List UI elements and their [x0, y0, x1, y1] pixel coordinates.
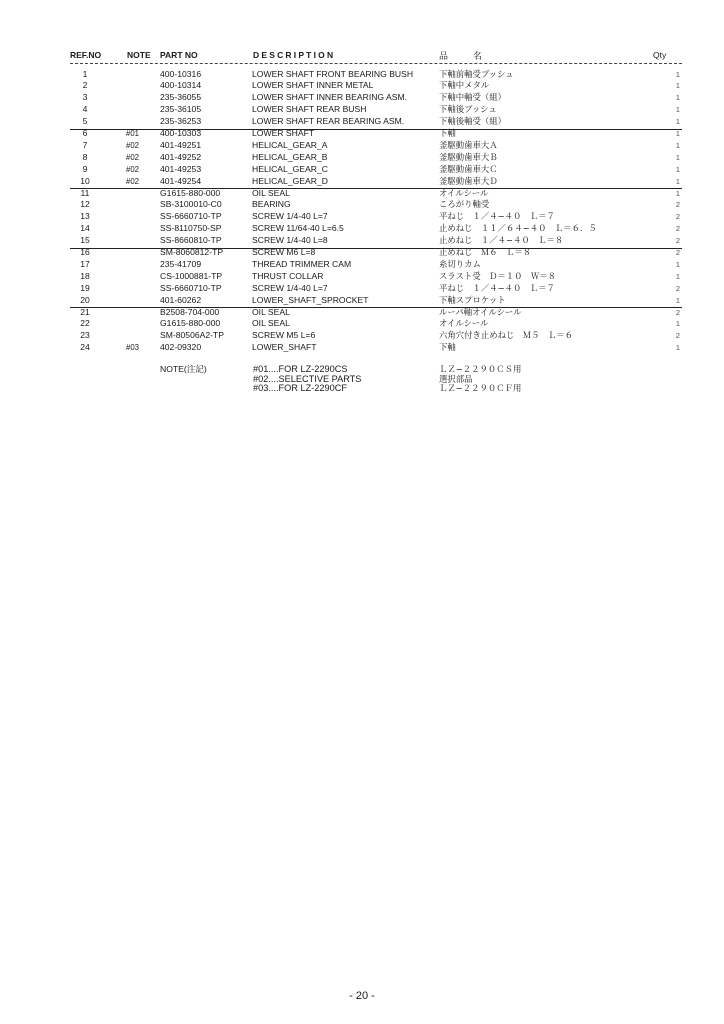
note-line-jp: ＬＺ−２２９０ＣＳ用 — [439, 364, 522, 374]
cell-description: SCREW 1/4-40 L=7 — [252, 211, 328, 222]
cell-qty: 1 — [675, 117, 680, 127]
cell-part-no: 235-36105 — [160, 104, 202, 115]
page-number: - 20 - — [349, 990, 375, 1002]
cell-qty: 2 — [675, 283, 680, 293]
group-separator — [70, 129, 682, 130]
note-line-en: #03....FOR LZ-2290CF — [253, 383, 347, 393]
cell-note: #02 — [126, 140, 140, 150]
table-row — [70, 128, 682, 140]
cell-qty: 1 — [675, 295, 680, 305]
cell-ref-no: 1 — [82, 68, 88, 79]
cell-ref-no: 14 — [80, 223, 90, 234]
cell-description: SCREW M5 L=6 — [252, 330, 316, 341]
cell-part-no: SS-6660710-TP — [160, 211, 222, 222]
cell-ref-no: 19 — [80, 282, 90, 293]
col-header-part-no: PART NO — [160, 50, 198, 60]
cell-jp-name: 平ねじ １／４−４０ Ｌ＝７ — [439, 211, 555, 222]
cell-ref-no: 17 — [80, 258, 90, 269]
cell-jp-name: 止めねじ １／４−４０ Ｌ＝８ — [439, 235, 564, 246]
cell-ref-no: 13 — [80, 211, 90, 222]
cell-jp-name: 下軸後ブッシュ — [439, 104, 497, 115]
cell-description: LOWER SHAFT FRONT BEARING BUSH — [252, 68, 414, 79]
notes-label: NOTE(注記) — [160, 364, 207, 374]
cell-jp-name: 平ねじ １／４−４０ Ｌ＝７ — [439, 282, 555, 293]
table-row — [70, 188, 682, 200]
table-row — [70, 104, 682, 116]
cell-qty: 1 — [675, 176, 680, 186]
table-row — [70, 271, 682, 283]
table-row — [70, 80, 682, 92]
cell-qty: 1 — [675, 93, 680, 103]
cell-qty: 1 — [675, 69, 680, 79]
cell-note: #02 — [126, 152, 140, 162]
table-row — [70, 140, 682, 152]
cell-description: OIL SEAL — [252, 318, 290, 329]
cell-part-no: 235-36253 — [160, 116, 202, 127]
cell-part-no: SM-8060812-TP — [160, 247, 224, 257]
cell-ref-no: 16 — [80, 247, 90, 257]
cell-part-no: 235-41709 — [160, 258, 202, 269]
cell-jp-name: 止めねじ １１／６４−４０ Ｌ＝６．５ — [439, 223, 597, 234]
cell-qty: 1 — [675, 105, 680, 115]
cell-part-no: SS-8660810-TP — [160, 235, 222, 246]
cell-jp-name: 釜駆動歯車大Ｃ — [439, 163, 498, 174]
col-header-jp-name: 品 名 — [439, 51, 491, 61]
cell-jp-name: オイルシール — [439, 318, 489, 329]
cell-ref-no: 15 — [80, 235, 90, 246]
cell-jp-name: 釜駆動歯車大Ｂ — [439, 151, 498, 162]
table-row — [70, 247, 682, 259]
cell-qty: 1 — [675, 152, 680, 162]
table-row — [70, 176, 682, 188]
cell-description: LOWER SHAFT — [252, 128, 315, 138]
col-header-ref-no: REF.NO — [70, 50, 102, 60]
table-row — [70, 342, 682, 354]
note-line-en: #01....FOR LZ-2290CS — [253, 364, 348, 374]
table-row — [70, 211, 682, 223]
table-row — [70, 318, 682, 330]
cell-description: SCREW 11/64-40 L=6.5 — [252, 223, 344, 234]
cell-description: LOWER SHAFT INNER METAL — [252, 80, 374, 91]
cell-part-no: 401-49254 — [160, 175, 202, 186]
cell-part-no: B2508-704-000 — [160, 306, 220, 317]
cell-ref-no: 21 — [80, 306, 90, 317]
cell-part-no: SM-80506A2-TP — [160, 330, 225, 341]
cell-description: LOWER_SHAFT_SPROCKET — [252, 294, 369, 305]
cell-description: SCREW 1/4-40 L=7 — [252, 282, 328, 293]
cell-qty: 1 — [675, 188, 680, 198]
table-row — [70, 295, 682, 307]
cell-jp-name: ころがり軸受 — [439, 199, 490, 210]
cell-ref-no: 24 — [80, 342, 90, 353]
cell-ref-no: 12 — [80, 199, 90, 210]
table-row — [70, 199, 682, 211]
cell-ref-no: 20 — [80, 294, 90, 305]
cell-ref-no: 22 — [80, 318, 90, 329]
cell-qty: 2 — [675, 236, 680, 246]
table-row — [70, 223, 682, 235]
cell-description: LOWER_SHAFT — [252, 342, 317, 353]
cell-qty: 2 — [675, 248, 680, 257]
cell-part-no: 235-36055 — [160, 92, 202, 103]
table-row — [70, 307, 682, 319]
cell-qty: 1 — [675, 164, 680, 174]
cell-part-no: 401-49251 — [160, 139, 202, 150]
cell-jp-name: 止めねじ Ｍ６ Ｌ＝８ — [439, 247, 532, 257]
cell-ref-no: 5 — [82, 116, 88, 127]
table-row — [70, 69, 682, 81]
cell-jp-name: 下軸中メタル — [439, 80, 490, 91]
cell-part-no: 400-10314 — [160, 80, 202, 91]
cell-jp-name: 下軸中軸受（組） — [439, 92, 506, 103]
cell-description: HELICAL_GEAR_B — [252, 151, 328, 162]
table-row — [70, 283, 682, 295]
cell-ref-no: 10 — [80, 175, 90, 186]
cell-part-no: SB-3100010-C0 — [160, 199, 222, 210]
cell-jp-name: 釜駆動歯車大Ａ — [439, 139, 498, 150]
cell-jp-name: 糸切りカム — [439, 258, 481, 269]
cell-description: HELICAL_GEAR_D — [252, 175, 328, 186]
cell-description: THREAD TRIMMER CAM — [252, 258, 352, 269]
group-separator — [70, 188, 682, 189]
cell-note: #03 — [126, 343, 140, 353]
cell-ref-no: 4 — [82, 104, 88, 115]
cell-ref-no: 6 — [82, 128, 88, 138]
cell-description: LOWER SHAFT INNER BEARING ASM. — [252, 92, 408, 103]
col-header-qty: Qty — [653, 50, 667, 60]
cell-description: HELICAL_GEAR_C — [252, 163, 328, 174]
note-line-en: #02....SELECTIVE PARTS — [253, 373, 362, 384]
cell-ref-no: 7 — [82, 139, 88, 150]
table-row — [70, 116, 682, 128]
group-separator — [70, 307, 682, 308]
cell-description: BEARING — [252, 199, 291, 210]
cell-qty: 2 — [675, 200, 680, 210]
group-separator — [70, 248, 682, 249]
cell-part-no: G1615-880-000 — [160, 318, 221, 329]
cell-part-no: 401-49252 — [160, 151, 202, 162]
cell-qty: 1 — [675, 259, 680, 269]
col-header-note: NOTE — [127, 50, 151, 60]
cell-jp-name: 釜駆動歯車大Ｄ — [439, 175, 498, 186]
cell-jp-name: 下軸 — [439, 342, 456, 353]
cell-jp-name: 六角穴付き止めねじ Ｍ５ Ｌ＝６ — [439, 330, 573, 341]
cell-ref-no: 23 — [80, 330, 90, 341]
cell-part-no: 402-09320 — [160, 342, 202, 353]
cell-description: OIL SEAL — [252, 187, 290, 198]
cell-description: LOWER SHAFT REAR BUSH — [252, 104, 367, 115]
cell-part-no: SS-8110750-SP — [160, 223, 222, 234]
cell-jp-name: オイルシール — [439, 187, 489, 198]
cell-qty: 2 — [675, 224, 680, 234]
cell-jp-name: 下軸後軸受（組） — [439, 116, 506, 127]
cell-jp-name: 下軸前軸受ブッシュ — [439, 68, 514, 79]
cell-qty: 1 — [675, 343, 680, 353]
cell-description: SCREW 1/4-40 L=8 — [252, 235, 328, 246]
cell-qty: 2 — [675, 331, 680, 341]
cell-qty: 1 — [675, 81, 680, 91]
cell-ref-no: 2 — [82, 80, 88, 91]
header-divider — [70, 63, 682, 64]
table-row — [70, 152, 682, 164]
cell-note: #02 — [126, 164, 140, 174]
table-row — [70, 330, 682, 342]
cell-part-no: 400-10316 — [160, 68, 202, 79]
cell-ref-no: 8 — [82, 151, 88, 162]
table-row — [70, 259, 682, 271]
cell-description: SCREW M6 L=8 — [252, 247, 316, 257]
cell-ref-no: 9 — [82, 163, 88, 174]
cell-ref-no: 11 — [80, 187, 90, 198]
cell-description: THRUST COLLAR — [252, 270, 324, 281]
note-line-jp: ＬＺ−２２９０ＣＦ用 — [439, 383, 522, 393]
cell-qty: 1 — [675, 129, 680, 138]
table-row — [70, 235, 682, 247]
cell-part-no: CS-1000881-TP — [160, 270, 223, 281]
cell-description: LOWER SHAFT REAR BEARING ASM. — [252, 116, 405, 127]
cell-description: OIL SEAL — [252, 306, 290, 317]
cell-part-no: 401-49253 — [160, 163, 202, 174]
cell-description: HELICAL_GEAR_A — [252, 139, 328, 150]
cell-ref-no: 3 — [82, 92, 88, 103]
note-line-jp: 選択部品 — [439, 373, 473, 384]
cell-jp-name: ルーパ軸オイルシール — [439, 306, 522, 317]
cell-qty: 1 — [675, 319, 680, 329]
col-header-description: DESCRIPTION — [253, 50, 336, 60]
cell-note: #01 — [126, 129, 140, 138]
cell-note: #02 — [126, 176, 140, 186]
table-row — [70, 92, 682, 104]
cell-qty: 2 — [675, 307, 680, 317]
cell-qty: 1 — [675, 140, 680, 150]
cell-jp-name: スラスト受 Ｄ＝１０ Ｗ＝８ — [439, 270, 556, 281]
cell-jp-name: 下軸スプロケット — [439, 294, 506, 305]
cell-part-no: 400-10303 — [160, 128, 202, 138]
table-row — [70, 164, 682, 176]
cell-jp-name: 下軸 — [439, 128, 456, 138]
cell-part-no: G1615-880-000 — [160, 187, 221, 198]
cell-qty: 1 — [675, 271, 680, 281]
cell-part-no: SS-6660710-TP — [160, 282, 222, 293]
cell-qty: 2 — [675, 212, 680, 222]
cell-ref-no: 18 — [80, 270, 90, 281]
cell-part-no: 401-60262 — [160, 294, 202, 305]
